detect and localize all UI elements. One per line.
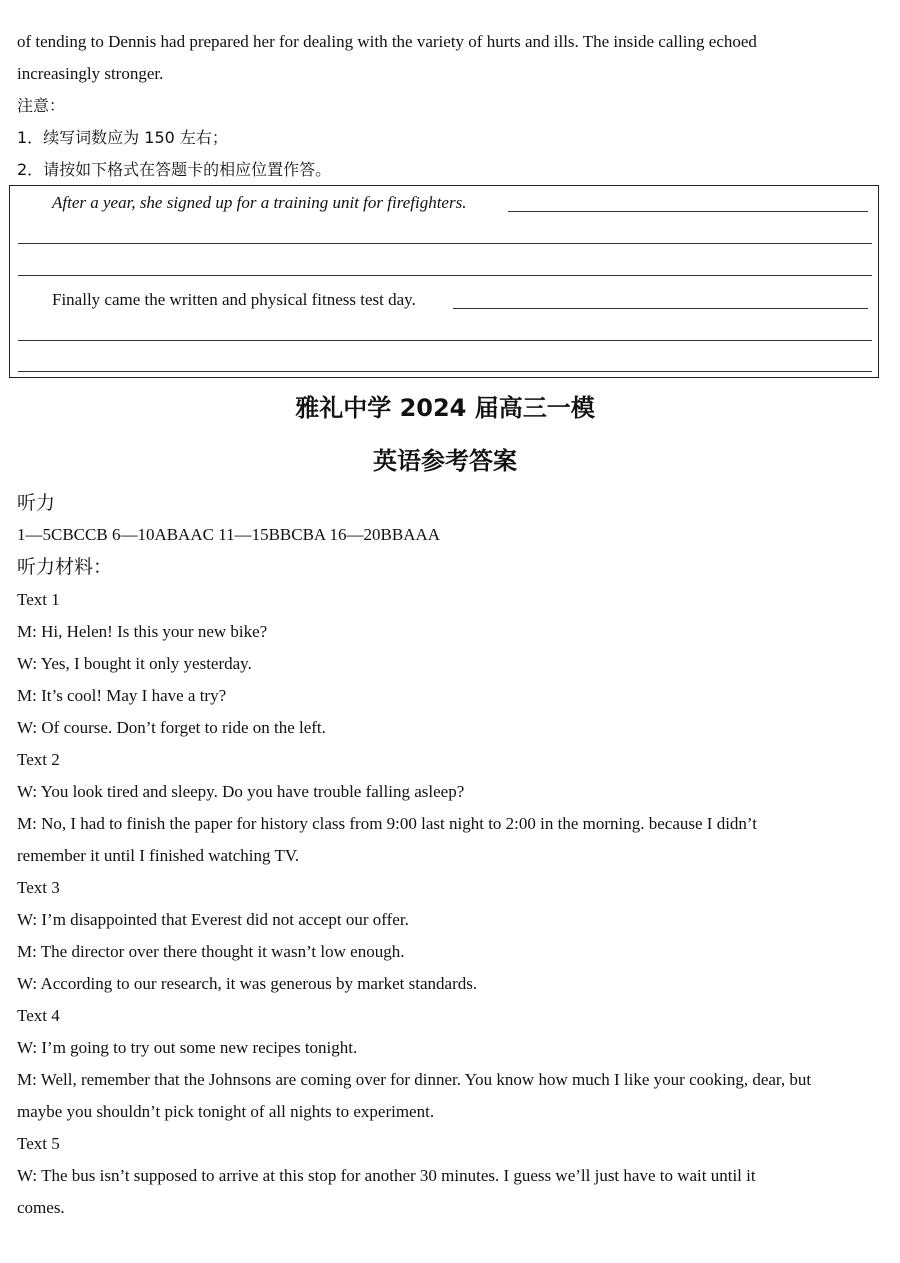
transcript-line: W: I’m going to try out some new recipes tonight.: [17, 1038, 358, 1057]
transcript-line: M: Hi, Helen! Is this your new bike?: [17, 622, 268, 641]
transcript-line: M: The director over there thought it wasn’t low enough.: [17, 942, 405, 961]
transcript-line: Text 1: [17, 590, 60, 609]
transcript-line: W: According to our research, it was generous by market standards.: [17, 974, 478, 993]
transcript-line: remember it until I finished watching TV.: [17, 846, 300, 865]
transcript-line: M: Well, remember that the Johnsons are coming over for dinner. You know how much I like your cooking, dear, but: [17, 1070, 812, 1089]
transcript-line: comes.: [17, 1198, 65, 1217]
notes-item-2: 2．请按如下格式在答题卡的相应位置作答。: [17, 160, 332, 179]
transcript-line: Text 4: [17, 1006, 60, 1025]
answer-fill-line: [508, 211, 868, 212]
answer-line: [18, 340, 872, 341]
answer-line: [18, 275, 872, 276]
transcript-line: M: No, I had to finish the paper for history class from 9:00 last night to 2:00 in the morning. because I didn’t: [17, 814, 758, 833]
transcript-line: M: It’s cool! May I have a try?: [17, 686, 227, 705]
transcript-line: Text 5: [17, 1134, 60, 1153]
answer-box: [9, 185, 879, 378]
notes-label: 注意：: [17, 96, 66, 115]
materials-heading: 听力材料：: [17, 556, 113, 578]
intro-line-1: of tending to Dennis had prepared her for dealing with the variety of hurts and ills. The inside calling echoed: [17, 32, 757, 51]
transcript-line: W: I’m disappointed that Everest did not accept our offer.: [17, 910, 409, 929]
transcript-line: Text 2: [17, 750, 60, 769]
intro-line-2: increasingly stronger.: [17, 64, 164, 83]
transcript-line: W: Yes, I bought it only yesterday.: [17, 654, 252, 673]
transcript-line: Text 3: [17, 878, 60, 897]
transcript-line: W: You look tired and sleepy. Do you have trouble falling asleep?: [17, 782, 465, 801]
answer-line: [18, 371, 872, 372]
answer-fill-line: [453, 308, 868, 309]
answer-prompt-2: Finally came the written and physical fitness test day.: [52, 289, 422, 311]
transcript-line: maybe you shouldn’t pick tonight of all nights to experiment.: [17, 1102, 435, 1121]
answer-prompt-1: After a year, she signed up for a training unit for firefighters.: [52, 192, 472, 214]
answer-line: [18, 243, 872, 244]
document-title: 雅礼中学 2024 届高三一模: [295, 394, 595, 422]
listening-answers: 1—5CBCCB 6—10ABAAC 11—15BBCBA 16—20BBAAA: [17, 525, 441, 544]
notes-item-1: 1．续写词数应为 150 左右；: [17, 128, 228, 147]
document-subtitle: 英语参考答案: [373, 447, 517, 475]
transcript-line: W: The bus isn’t supposed to arrive at this stop for another 30 minutes. I guess we’ll just have to wait until it: [17, 1166, 756, 1185]
listening-heading: 听力: [17, 492, 56, 514]
transcript-line: W: Of course. Don’t forget to ride on the left.: [17, 718, 326, 737]
